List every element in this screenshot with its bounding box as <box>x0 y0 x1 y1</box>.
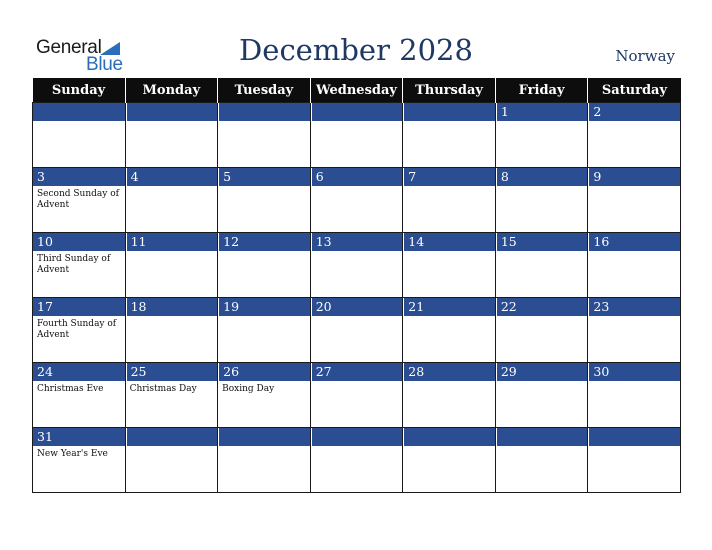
weekday-header: Sunday <box>33 78 126 103</box>
holiday-label <box>218 446 310 449</box>
day-cell <box>310 428 403 493</box>
day-cell <box>125 168 218 233</box>
calendar-grid <box>32 78 681 493</box>
day-number: 7 <box>403 168 495 186</box>
day-cell <box>495 298 588 363</box>
day-number <box>126 103 218 121</box>
day-number: 12 <box>218 233 310 251</box>
holiday-label <box>496 381 588 384</box>
day-cell <box>588 233 681 298</box>
country-label: Norway <box>615 47 675 65</box>
holiday-label <box>403 446 495 449</box>
day-cell <box>588 168 681 233</box>
weekday-header: Friday <box>495 78 588 103</box>
day-cell <box>495 233 588 298</box>
day-cell <box>403 233 496 298</box>
holiday-label <box>403 121 495 124</box>
holiday-label <box>218 186 310 189</box>
day-number <box>403 103 495 121</box>
day-number: 11 <box>126 233 218 251</box>
holiday-label <box>496 186 588 189</box>
holiday-label: Fourth Sunday of Advent <box>37 319 117 340</box>
day-number: 8 <box>496 168 588 186</box>
holiday-label: Second Sunday of Advent <box>37 189 119 210</box>
holiday-label <box>403 381 495 384</box>
logo-text-general: General <box>36 37 102 58</box>
week-row <box>33 428 681 493</box>
day-number: 21 <box>403 298 495 316</box>
holiday-label <box>126 121 218 124</box>
holiday-label: New Year's Eve <box>37 449 108 459</box>
day-number <box>588 428 680 446</box>
day-number: 3 <box>33 168 125 186</box>
weekday-header: Saturday <box>588 78 681 103</box>
holiday-label: Third Sunday of Advent <box>37 254 111 275</box>
day-cell <box>588 428 681 493</box>
holiday-label <box>311 446 403 449</box>
weekday-header: Thursday <box>403 78 496 103</box>
day-cell <box>33 363 126 428</box>
day-number <box>311 428 403 446</box>
day-cell <box>218 298 311 363</box>
day-cell <box>33 103 126 168</box>
holiday-label <box>311 186 403 189</box>
day-number: 22 <box>496 298 588 316</box>
day-number: 2 <box>588 103 680 121</box>
day-number: 4 <box>126 168 218 186</box>
weekday-header: Tuesday <box>218 78 311 103</box>
holiday-label <box>311 251 403 254</box>
day-number <box>126 428 218 446</box>
day-cell <box>125 298 218 363</box>
day-cell <box>310 363 403 428</box>
day-number: 26 <box>218 363 310 381</box>
weekday-header: Monday <box>125 78 218 103</box>
day-cell <box>403 103 496 168</box>
day-cell <box>403 298 496 363</box>
holiday-label <box>218 251 310 254</box>
holiday-label <box>126 446 218 449</box>
day-cell <box>125 233 218 298</box>
holiday-label <box>496 121 588 124</box>
holiday-label <box>126 316 218 319</box>
day-number <box>33 103 125 121</box>
week-row <box>33 168 681 233</box>
day-number: 17 <box>33 298 125 316</box>
page-title: December 2028 <box>239 33 473 67</box>
day-number: 29 <box>496 363 588 381</box>
day-cell <box>310 233 403 298</box>
holiday-label <box>588 186 680 189</box>
day-number: 18 <box>126 298 218 316</box>
day-number: 30 <box>588 363 680 381</box>
holiday-label <box>403 186 495 189</box>
holiday-label <box>311 316 403 319</box>
holiday-label <box>311 381 403 384</box>
day-number: 14 <box>403 233 495 251</box>
holiday-label <box>496 446 588 449</box>
day-number: 13 <box>311 233 403 251</box>
week-row <box>33 233 681 298</box>
day-cell <box>125 363 218 428</box>
day-number: 31 <box>33 428 125 446</box>
week-row <box>33 103 681 168</box>
day-cell <box>310 168 403 233</box>
day-cell <box>310 298 403 363</box>
holiday-label <box>496 251 588 254</box>
holiday-label <box>126 186 218 189</box>
day-number <box>496 428 588 446</box>
day-number <box>218 428 310 446</box>
day-cell <box>403 428 496 493</box>
day-cell <box>588 363 681 428</box>
holiday-label <box>218 316 310 319</box>
holiday-label: Christmas Day <box>129 384 197 394</box>
week-row <box>33 363 681 428</box>
day-cell <box>33 428 126 493</box>
holiday-label <box>588 121 680 124</box>
day-number: 25 <box>126 363 218 381</box>
weekday-header-row <box>33 78 681 103</box>
holiday-label <box>403 251 495 254</box>
day-cell <box>588 103 681 168</box>
day-cell <box>495 363 588 428</box>
day-number: 24 <box>33 363 125 381</box>
day-cell <box>218 363 311 428</box>
day-cell <box>33 233 126 298</box>
day-cell <box>495 428 588 493</box>
holiday-label <box>218 121 310 124</box>
holiday-label: Boxing Day <box>222 384 275 394</box>
day-number: 16 <box>588 233 680 251</box>
day-cell <box>495 168 588 233</box>
day-number: 6 <box>311 168 403 186</box>
day-number: 19 <box>218 298 310 316</box>
day-number <box>311 103 403 121</box>
day-cell <box>310 103 403 168</box>
day-number: 10 <box>33 233 125 251</box>
day-number: 28 <box>403 363 495 381</box>
day-number: 5 <box>218 168 310 186</box>
week-row <box>33 298 681 363</box>
holiday-label <box>588 381 680 384</box>
day-cell <box>218 168 311 233</box>
holiday-label <box>588 251 680 254</box>
holiday-label: Christmas Eve <box>37 384 104 394</box>
day-cell <box>403 168 496 233</box>
holiday-label <box>496 316 588 319</box>
holiday-label <box>33 121 125 124</box>
day-cell <box>33 168 126 233</box>
day-cell <box>33 298 126 363</box>
day-cell <box>218 428 311 493</box>
holiday-label <box>588 446 680 449</box>
weekday-header: Wednesday <box>310 78 403 103</box>
logo-text-blue: Blue <box>86 54 123 75</box>
day-cell <box>125 103 218 168</box>
day-number: 1 <box>496 103 588 121</box>
day-cell <box>588 298 681 363</box>
holiday-label <box>126 251 218 254</box>
day-cell <box>218 103 311 168</box>
holiday-label <box>588 316 680 319</box>
day-number: 20 <box>311 298 403 316</box>
day-number: 15 <box>496 233 588 251</box>
day-number: 23 <box>588 298 680 316</box>
day-cell <box>125 428 218 493</box>
day-cell <box>495 103 588 168</box>
day-number <box>218 103 310 121</box>
holiday-label <box>311 121 403 124</box>
day-number: 27 <box>311 363 403 381</box>
day-cell <box>403 363 496 428</box>
day-number: 9 <box>588 168 680 186</box>
holiday-label <box>403 316 495 319</box>
day-cell <box>218 233 311 298</box>
day-number <box>403 428 495 446</box>
